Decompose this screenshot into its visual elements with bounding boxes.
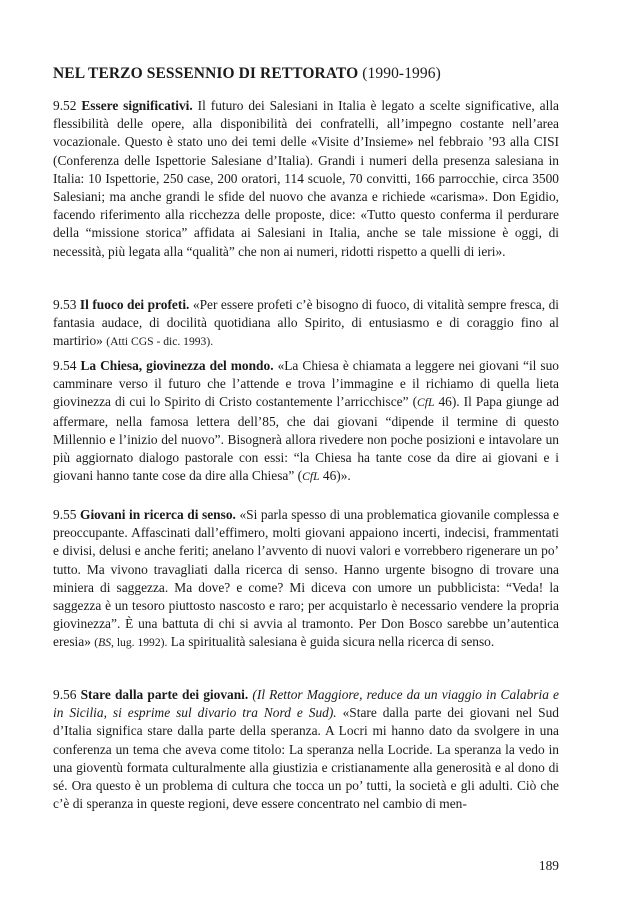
paragraph-title: Il fuoco dei profeti. — [79, 297, 190, 312]
paragraph-number: 9.53 — [53, 297, 77, 312]
reference-cfl: CfL — [417, 396, 435, 410]
paragraph-title: Essere significativi. — [81, 98, 193, 113]
source-open: ( — [94, 636, 99, 650]
page-number: 189 — [538, 858, 559, 873]
paragraph-title: La Chiesa, giovinezza del mondo. — [80, 358, 274, 373]
paragraph-body-part: «La Chiesa è chiamata a leggere nei giovani “il suo camminare verso il futuro che l’attende e trova l’immagine e il richiamo di quella lieta giovinezza di cui lo Spirito di Cristo costantemente l’arricchisce” ( — [53, 358, 560, 410]
paragraph-body-part: 46). Il Papa giunge ad affermare, nella famosa lettera dell’85, che dai giovani “dipende il termine di questo Millennio e l’inizio del nuovo”. Bisognerà allora rivedere non poche posizioni e intavolare un più aggiornato dialogo pastorale con essi: “la Chiesa ha tante cose da dire ai giovani e i giovani hanno tante cose da dire alla Chiesa” ( — [53, 394, 559, 484]
chapter-years: (1990-1996) — [362, 65, 441, 82]
paragraph-title: Giovani in ricerca di senso. — [80, 507, 236, 522]
reference-cfl: CfL — [302, 470, 320, 484]
chapter-heading — [53, 64, 573, 84]
paragraph-number: 9.54 — [53, 358, 77, 373]
paragraph-title: Stare dalla parte dei giovani. — [80, 687, 249, 702]
paragraph-intro: (Il Rettor Maggiore, reduce da un viaggio in Calabria e in Sicilia, si esprime sul divario tra Nord e Sud). — [53, 687, 559, 721]
paragraph-9-56 — [53, 686, 559, 813]
source-citation: (Atti CGS - dic. 1993). — [106, 335, 214, 349]
paragraph-9-53 — [53, 296, 559, 352]
paragraph-tail: La spiritualità salesiana è guida sicura nella ricerca di senso. — [167, 634, 495, 650]
source-citation — [94, 636, 167, 649]
paragraph-number: 9.52 — [53, 98, 77, 113]
paragraph-body: «Si parla spesso di una problematica giovanile complessa e preoccupante. Affascinati dall’effimero, molti giovani appaiono incerti, indecisi, frammentati e divisi, delusi e anche feriti; anelano l’avvento di nuovi valori e vorrebbero rigenerare un po’ tutto. Ma vivono travagliati dalla ricerca di senso. Hanno urgente bisogno di trovare una miniera di saggezza. Ma dove? e come? Mi diceva con umore un pubblicista: “Veda! la saggezza è un tesoro piuttosto nascosto e raro; per acquistarlo è necessario vendere la propria giovinezza”. È una battuta di chi si avvia al tramonto. Per Don Bosco sarebbe un’autentica eresia» — [53, 507, 559, 650]
source-rest: lug. 1992). — [113, 636, 168, 650]
paragraph-9-52 — [53, 97, 559, 261]
paragraph-number: 9.55 — [53, 507, 77, 522]
paragraph-body: «Stare dalla parte dei giovani nel Sud d’Italia significa stare dalla parte della speranza. A Locri mi hanno dato da svolgere in una conferenza un tema che aveva come titolo: La speranza nella Locride. La speranza la vedo in una gioventù formata culturalmente alla giustizia e cristianamente alla generosità e al dono di sé. Ora questo è un problema di cultura che tocca un po’ tutti, la società e gli adulti. Ciò che c’è di speranza in queste regioni, deve essere concentrato nel cambio di men- — [53, 705, 559, 812]
paragraph-body: «Per essere profeti c’è bisogno di fuoco, di vitalità sempre fresca, di fantasia audace, di docilità quotidiana allo Spirito, di entusiasmo e di coraggio fino al martirio» — [53, 297, 559, 349]
paragraph-body: Il futuro dei Salesiani in Italia è legato a scelte significative, alla flessibilità delle opere, alla disponibilità dei confratelli, all’impegno costante nell’area vocazionale. Questo è stato uno dei temi delle «Visite d’Insieme» nel febbraio ’93 alla CISI (Conferenza delle Ispettorie Salesiane d’Italia). Grandi i numeri della presenza salesiana in Italia: 10 Ispettorie, 250 case, 200 oratori, 114 scuole, 70 convitti, 166 parrocchie, circa 3500 Salesiani; ma anche grandi le sfide del nuovo che avanza e richiede «carisma». Don Egidio, facendo riferimento alla ricchezza delle proposte, dice: «Tutto questo conferma il perdurare della “missione storica” affidata ai Salesiani in Italia, anche se tale missione è oggi, di necessità, più legata alla “qualità” che non ai numeri, ridotti rispetto a quelli di ieri». — [53, 98, 559, 259]
paragraph-9-55 — [53, 506, 559, 653]
paragraph-body-part: 46)». — [319, 468, 351, 484]
chapter-title: NEL TERZO SESSENNIO DI RETTORATO — [53, 65, 359, 82]
paragraph-number: 9.56 — [53, 687, 77, 702]
source-ref: BS, — [98, 636, 114, 650]
paragraph-9-54 — [53, 357, 559, 486]
